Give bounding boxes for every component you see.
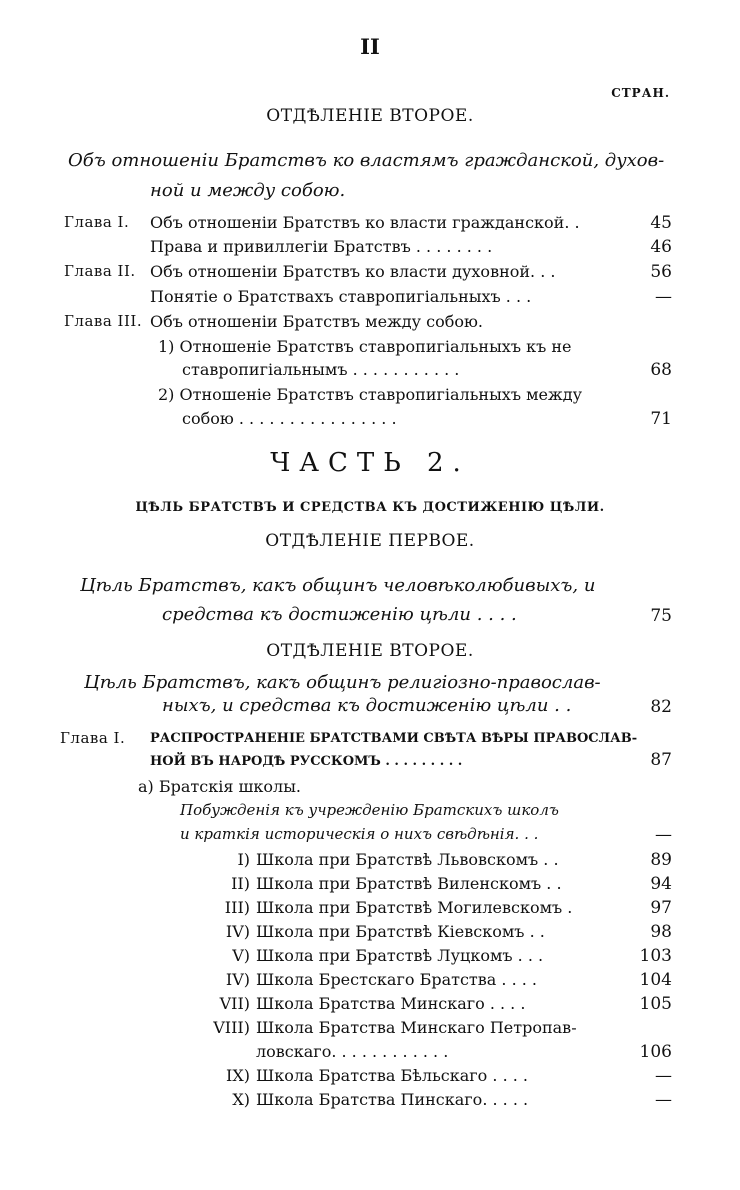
toc-page: 71 [650,409,672,429]
chapter-label: Глава I. [60,729,126,747]
toc-page: 75 [650,606,672,626]
section-one-line1: Цѣль Братствъ, какъ общинъ человѣколюбивыхъ, и [80,575,596,596]
list-item: Школа при Братствѣ Кіевскомъ . . [256,922,545,941]
toc-page: 68 [650,360,672,380]
list-item: Школа Братства Минскаго Петропав- [256,1018,577,1037]
section-heading-second-b: ОТДѢЛЕНІЕ ВТОРОЕ. [266,641,474,661]
list-item: Школа Братства Бѣльскаго . . . . [256,1066,528,1085]
list-item: Школа Братства Минскаго . . . . [256,994,526,1013]
toc-entry: Объ отношеніи Братствъ ко власти гражданской. . [150,213,580,232]
toc-page: 105 [639,994,672,1014]
list-item: Школа при Братствѣ Луцкомъ . . . [256,946,544,965]
toc-entry: 1) Отношеніе Братствъ ставропигіальныхъ къ не [158,337,572,356]
list-number: III) [224,898,250,917]
toc-page: — [655,287,672,307]
part-subtitle: ЦѢЛЬ БРАТСТВЪ И СРЕДСТВА КЪ ДОСТИЖЕНІЮ ЦѢЛИ. [135,500,605,515]
chapter-title-line1: РАСПРОСТРАНЕНІЕ БРАТСТВАМИ СВѢТА ВѢРЫ ПРАВОСЛАВ- [150,731,638,746]
section-title-line1: Объ отношеніи Братствъ ко властямъ гражданской, духов- [68,150,665,171]
list-item: Школа при Братствѣ Могилевскомъ . [256,898,573,917]
section-two-line1: Цѣль Братствъ, какъ общинъ религіозно-православ- [84,672,601,693]
toc-page: 87 [650,750,672,770]
list-number: II) [231,874,250,893]
page-column-label: СТРАН. [611,86,670,100]
section-heading-second: ОТДѢЛЕНІЕ ВТОРОЕ. [266,106,474,126]
toc-page: 89 [650,850,672,870]
intro-line1: Побужденія къ учрежденію Братскихъ школъ [180,801,559,819]
toc-page: — [655,825,672,845]
list-number: V) [232,946,250,965]
page-number: II [360,34,380,59]
intro-line2: и краткія историческія о нихъ свѣдѣнія. . . [180,825,539,843]
section-one-line2: средства къ достиженію цѣли . . . . [162,604,517,625]
section-two-line2: ныхъ, и средства къ достиженію цѣли . . [162,695,572,716]
list-item: Школа при Братствѣ Львовскомъ . . [256,850,559,869]
chapter-label: Глава III. [64,312,143,330]
toc-page: 45 [650,213,672,233]
toc-page: 104 [639,970,672,990]
list-item: Школа при Братствѣ Виленскомъ . . [256,874,562,893]
toc-page: 46 [650,237,672,257]
toc-page: 106 [639,1042,672,1062]
toc-entry: Права и привиллегіи Братствъ . . . . . . . . [150,237,493,256]
list-item: ловскаго. . . . . . . . . . . . [256,1042,449,1061]
toc-entry: собою . . . . . . . . . . . . . . . . [182,409,397,428]
toc-entry: Понятіе о Братствахъ ставропигіальныхъ . . . [150,287,532,306]
toc-page: 103 [639,946,672,966]
toc-page: 94 [650,874,672,894]
subsection-label: а) Братскія школы. [138,777,302,796]
list-item: Школа Брестскаго Братства . . . . [256,970,537,989]
section-title-line2: ной и между собою. [150,180,346,201]
list-number: VIII) [213,1018,250,1037]
list-number: IV) [225,970,250,989]
list-item: Школа Братства Пинскаго. . . . . [256,1090,529,1109]
toc-entry: 2) Отношеніе Братствъ ставропигіальныхъ между [158,385,582,404]
toc-entry: Объ отношеніи Братствъ между собою. [150,312,484,331]
toc-page: 56 [650,262,672,282]
list-number: X) [232,1090,250,1109]
section-heading-first: ОТДѢЛЕНІЕ ПЕРВОЕ. [265,531,475,551]
part-heading: ЧАСТЬ 2. [270,448,470,478]
list-number: IV) [225,922,250,941]
chapter-label: Глава I. [64,213,130,231]
toc-entry: Объ отношеніи Братствъ ко власти духовной. . . [150,262,556,281]
toc-page: 98 [650,922,672,942]
chapter-label: Глава II. [64,262,136,280]
toc-page: 82 [650,697,672,717]
toc-page: 97 [650,898,672,918]
toc-entry: ставропигіальнымъ . . . . . . . . . . . [182,360,460,379]
list-number: IX) [226,1066,250,1085]
toc-page: — [655,1066,672,1086]
chapter-title-line2: НОЙ ВЪ НАРОДѢ РУССКОМЪ . . . . . . . . . [150,754,463,769]
list-number: VII) [219,994,250,1013]
list-number: I) [237,850,250,869]
toc-page: — [655,1090,672,1110]
